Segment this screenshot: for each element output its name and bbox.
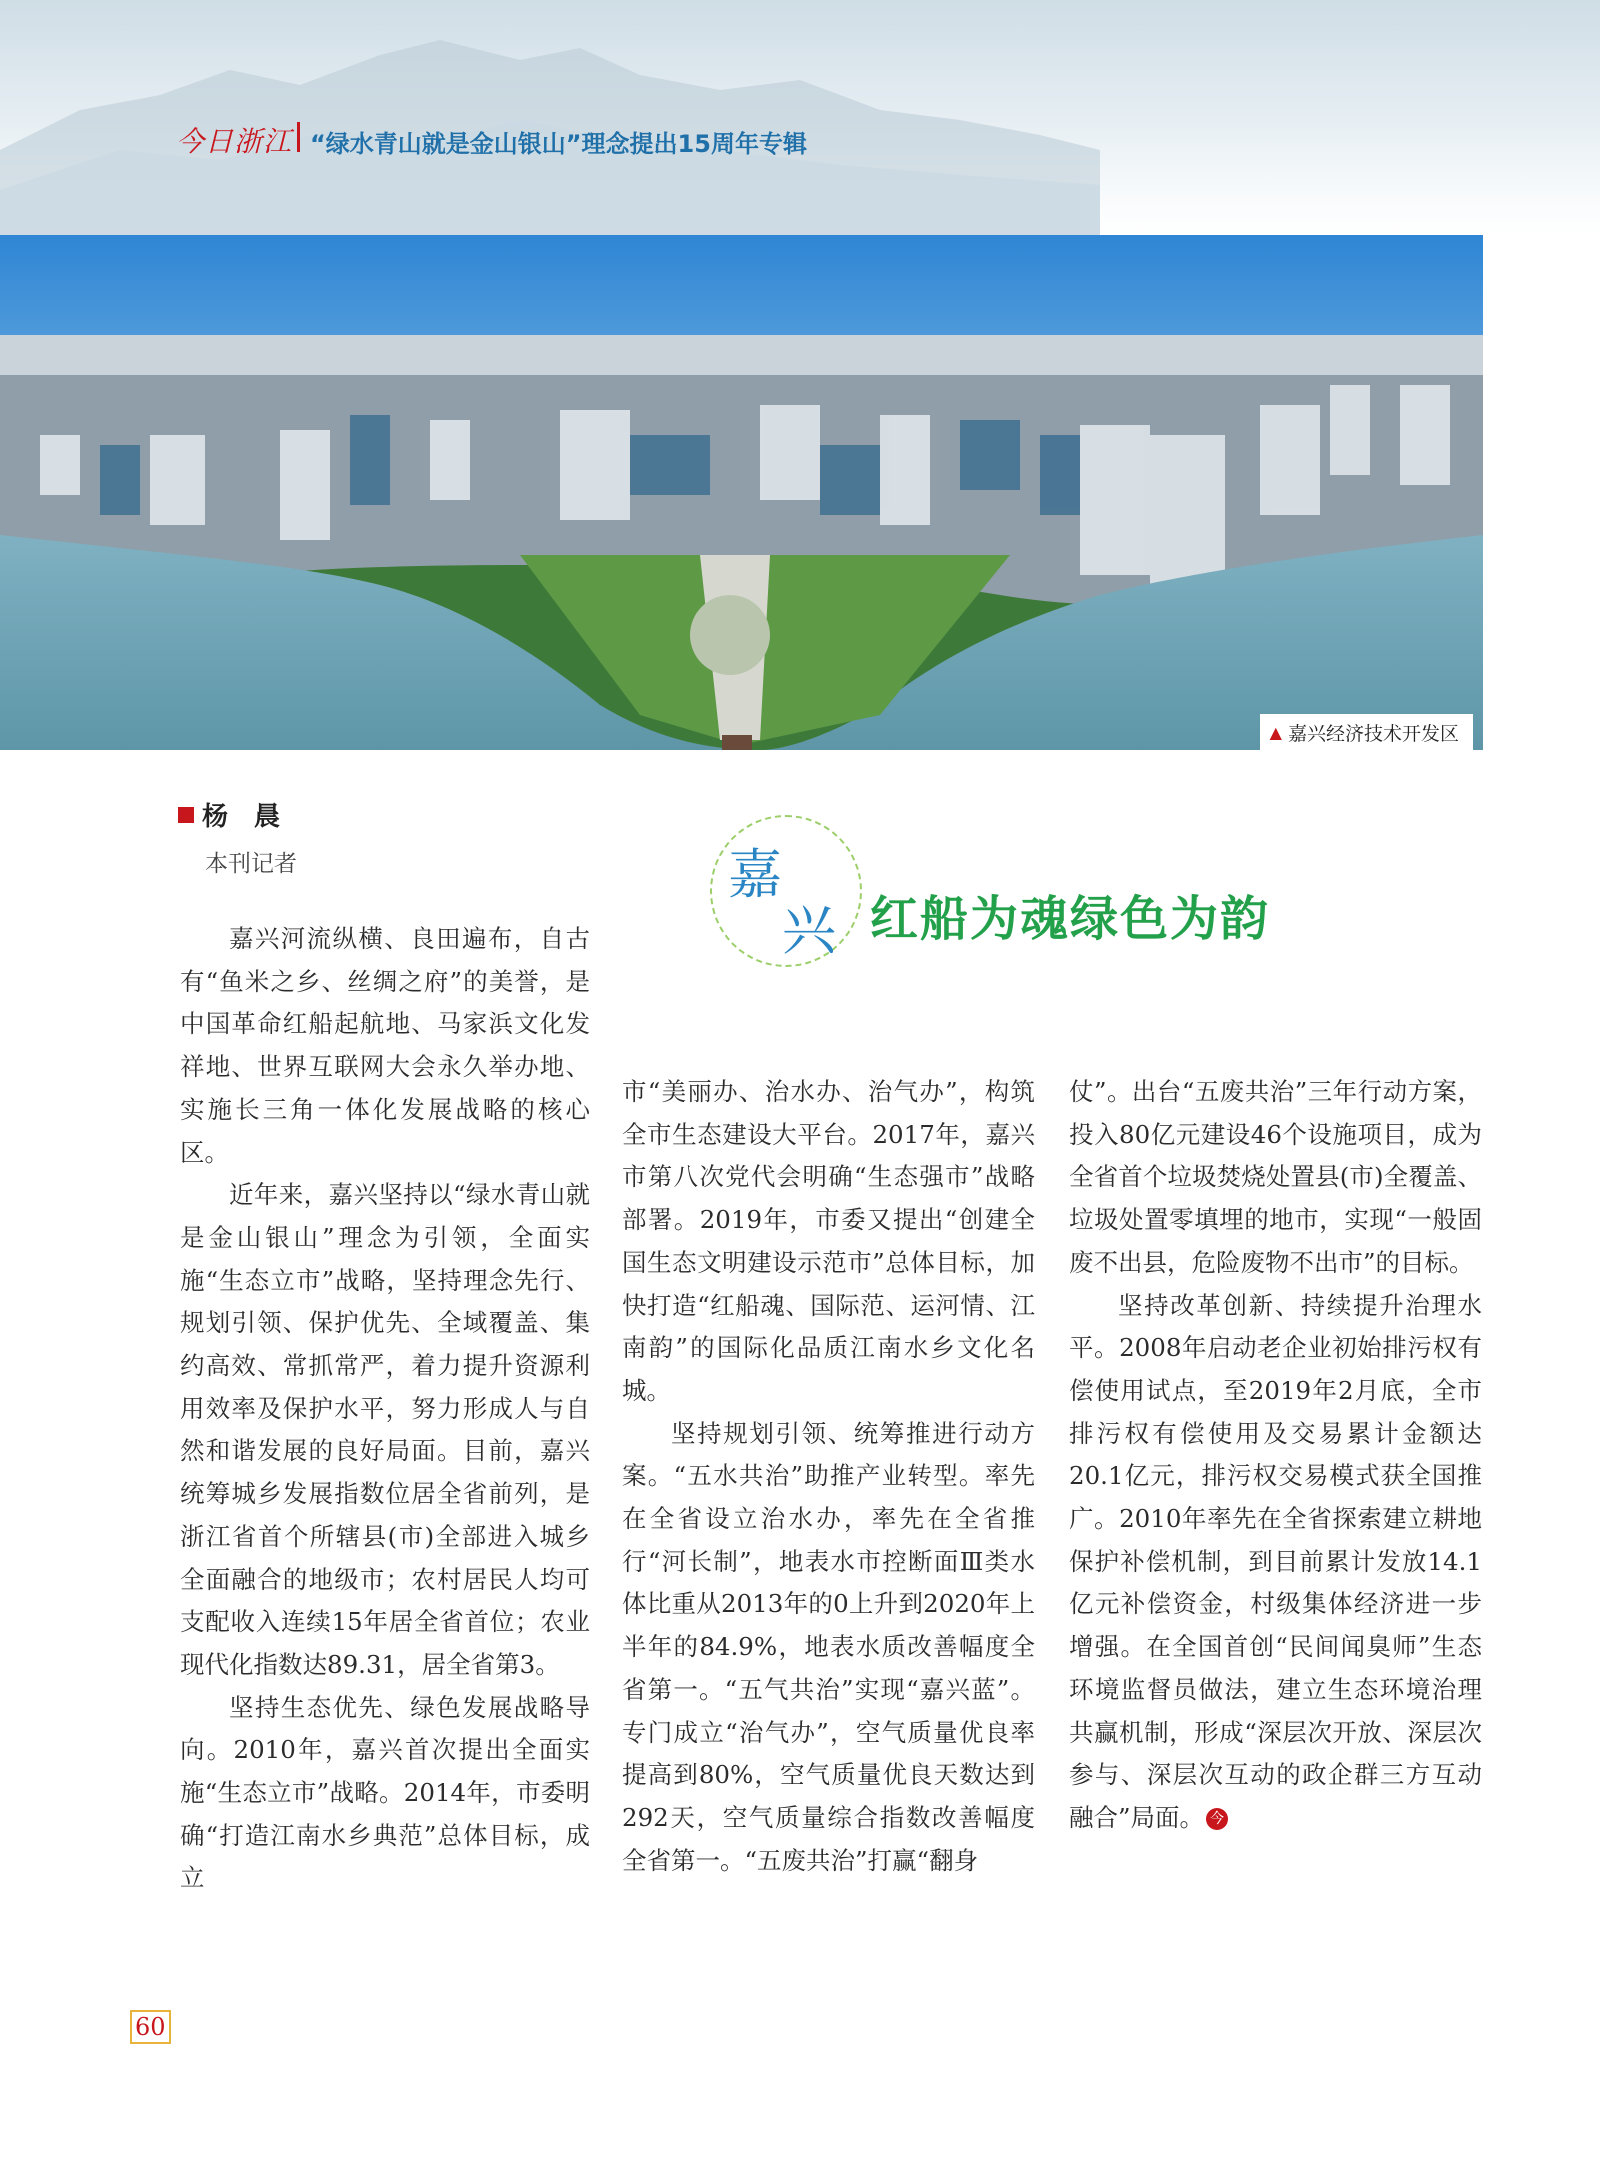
paragraph-continued: 市“美丽办、治水办、治气办”，构筑全市生态建设大平台。2017年，嘉兴市第八次党代会明确“生态强市”战略部署。2019年，市委又提出“创建全国生态文明建设示范市”总体目标，加快打造“红船魂、国际范、运河情、江南韵”的国际化品质江南水乡文化名城。 — [622, 1077, 1035, 1405]
text-column-3 — [1069, 1071, 1482, 1840]
caption-triangle-icon: ▲ — [1269, 722, 1282, 742]
paragraph: 坚持生态优先、绿色发展战略导向。2010年，嘉兴首次提出全面实施“生态立市”战略。2014年，市委明确“打造江南水乡典范”总体目标，成立 — [180, 1692, 590, 1893]
end-of-article-icon: 今 — [1206, 1808, 1228, 1830]
author-role: 本刊记者 — [205, 851, 297, 877]
section-title: “绿水青山就是金山银山”理念提出15周年专辑 — [310, 130, 807, 158]
magazine-logo: 今日浙江 — [176, 125, 293, 158]
paragraph: 近年来，嘉兴坚持以“绿水青山就是金山银山”理念为引领，全面实施“生态立市”战略，坚持理念先行、规划引领、保护优先、全域覆盖、集约高效、常抓常严，着力提升资源利用效率及保护水平，努力形成人与自然和谐发展的良好局面。目前，嘉兴统筹城乡发展指数位居全省前列，是浙江省首个所辖县(市)全部进入城乡全面融合的地级市；农村居民人均可支配收入连续15年居全省首位；农业现代化指数达89.31，居全省第3。 — [180, 1180, 590, 1679]
mountain-backdrop — [0, 0, 1100, 235]
hero-photo — [0, 235, 1483, 750]
byline-author — [178, 796, 280, 833]
title-city-char-1: 嘉 — [728, 843, 782, 906]
text-column-2 — [622, 1071, 1035, 1882]
paragraph-continued: 仗”。出台“五废共治”三年行动方案，投入80亿元建设46个设施项目，成为全省首个垃圾焚烧处置县(市)全覆盖、垃圾处置零填埋的地市，实现“一般固废不出县，危险废物不出市”的目标。 — [1069, 1077, 1482, 1277]
text-column-1 — [180, 918, 590, 1900]
photo-caption — [1260, 714, 1473, 750]
header-band — [0, 0, 1600, 235]
author-name: 杨 晨 — [202, 802, 281, 832]
article-title: 红船为魂绿色为韵 — [870, 891, 1271, 947]
header-divider — [297, 122, 300, 152]
paragraph-final — [1069, 1285, 1482, 1840]
page-number: 60 — [130, 2010, 171, 2044]
byline-square-icon — [178, 807, 194, 823]
aerial-city-illustration — [0, 235, 1483, 750]
paragraph: 坚持规划引领、统筹推进行动方案。“五水共治”助推产业转型。率先在全省设立治水办，率先在全省推行“河长制”，地表水市控断面Ⅲ类水体比重从2013年的0上升到2020年上半年的84.9%，地表水质改善幅度全省第一。“五气共治”实现“嘉兴蓝”。专门成立“治气办”，空气质量优良率提高到80%，空气质量优良天数达到292天，空气质量综合指数改善幅度全省第一。“五废共治”打赢“翻身 — [622, 1418, 1035, 1875]
paragraph-text: 坚持改革创新、持续提升治理水平。2008年启动老企业初始排污权有偿使用试点，至2019年2月底，全市排污权有偿使用及交易累计金额达20.1亿元，排污权交易模式获全国推广。2010年率先在全省探索建立耕地保护补偿机制，到目前累计发放14.1亿元补偿资金，村级集体经济进一步增强。在全国首创“民间闻臭师”生态环境监督员做法，建立生态环境治理共赢机制，形成“深层次开放、深层次参与、深层次互动的政企群三方互动融合”局面。 — [1069, 1290, 1482, 1832]
caption-text: 嘉兴经济技术开发区 — [1287, 722, 1459, 745]
title-city-char-2: 兴 — [782, 899, 836, 962]
paragraph: 嘉兴河流纵横、良田遍布，自古有“鱼米之乡、丝绸之府”的美誉，是中国革命红船起航地、马家浜文化发祥地、世界互联网大会永久举办地、实施长三角一体化发展战略的核心区。 — [180, 924, 590, 1167]
